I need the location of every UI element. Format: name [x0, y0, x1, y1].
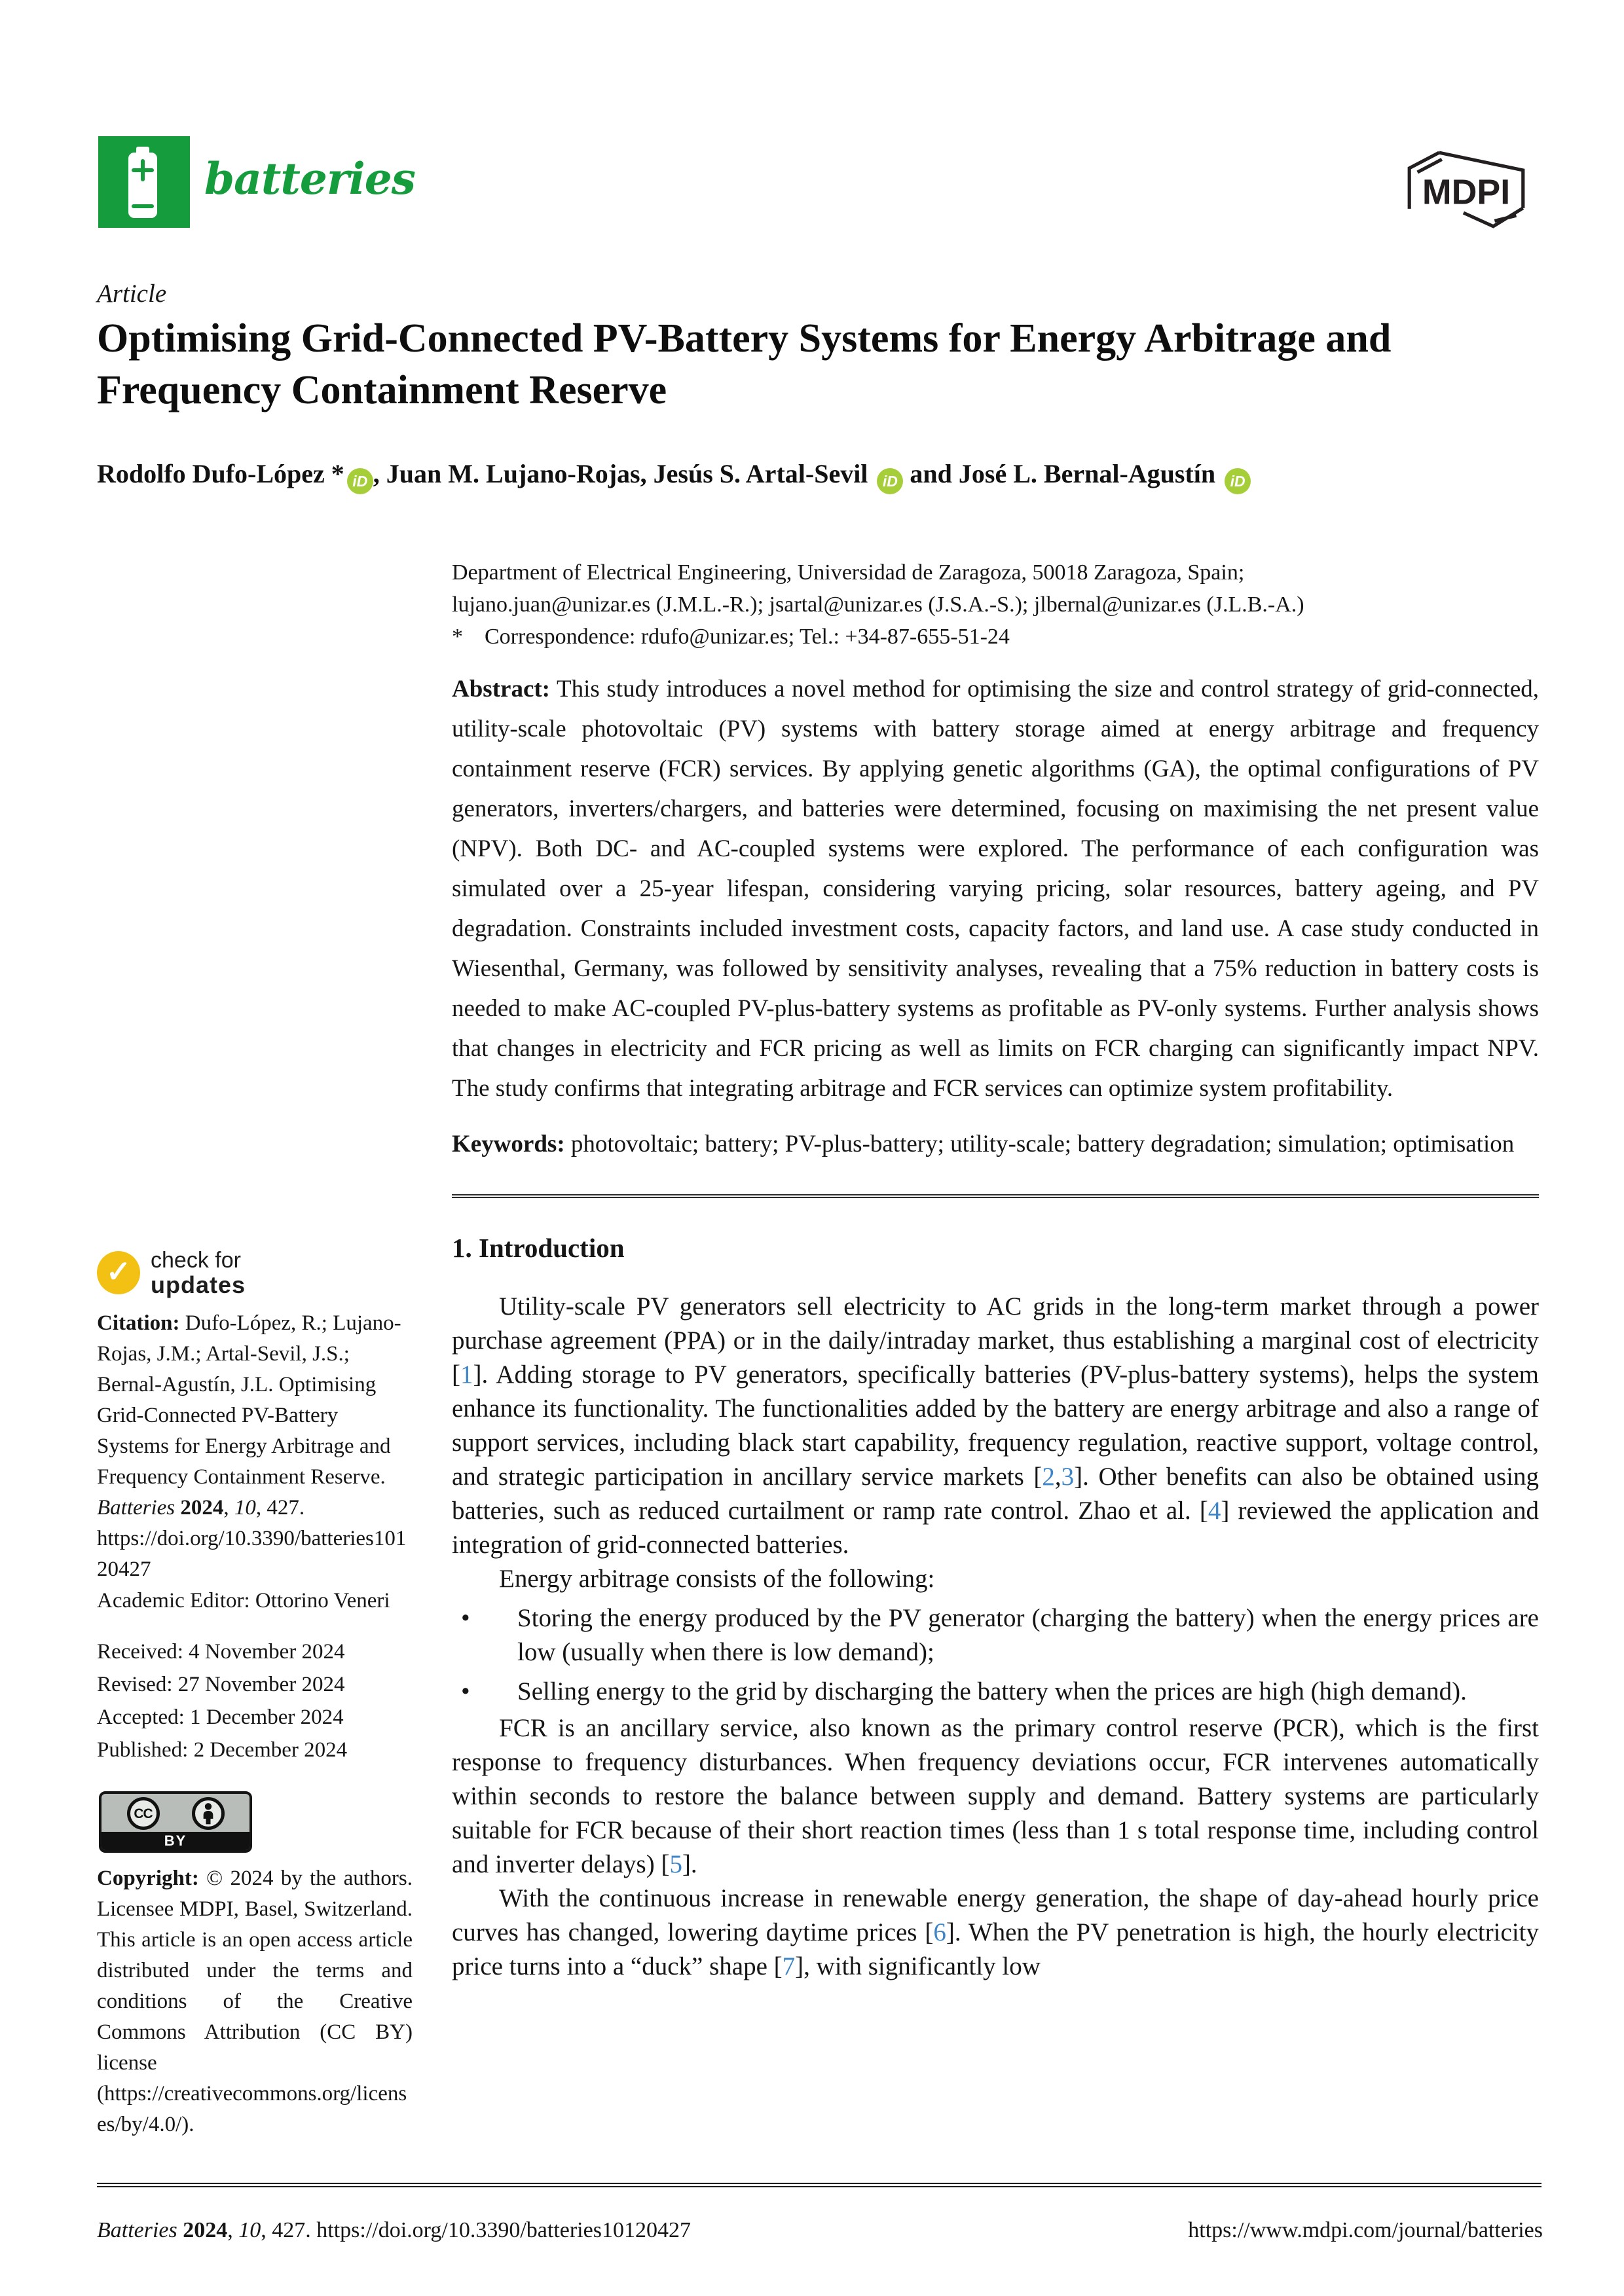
citation-ref[interactable]: 4	[1208, 1497, 1221, 1525]
citation-ref[interactable]: 5	[669, 1850, 682, 1878]
article-type-label: Article	[97, 280, 167, 308]
checkmark-icon: ✓	[97, 1251, 140, 1294]
italic-text: Batteries	[97, 2218, 183, 2242]
mdpi-logo-text: MDPI	[1422, 172, 1511, 212]
italic-text: 10	[234, 1496, 256, 1520]
history-dates	[97, 1635, 411, 1766]
orcid-icon[interactable]: iD	[1225, 468, 1251, 494]
received-date: Received: 4 November 2024	[97, 1640, 345, 1664]
abstract-text: This study introduces a novel method for optimising the size and control strategy of grid-connected, utility-scale photovoltaic (PV) systems with battery storage aimed at energy arbitrage and frequency containment reserve (FCR) services. By applying genetic algorithms (GA), the optimal configurations of PV generators, inverters/chargers, and batteries were determined, focusing on maximising the net present value (NPV). Both DC- and AC-coupled systems were explored. The performance of each configuration was simulated over a 25-year lifespan, considering varying pricing, solar resources, battery ageing, and PV degradation. Constraints included investment costs, capacity factors, and land use. A case study conducted in Wiesenthal, Germany, was followed by sensitivity analyses, revealing that a 75% reduction in battery costs is needed to make AC-coupled PV-plus-battery systems as profitable as PV-only systems. Further analysis shows that changes in electricity and FCR pricing as well as limits on FCR charging can significantly impact NPV. The study confirms that integrating arbitrage and FCR services can optimize system profitability.	[452, 676, 1539, 1102]
bold-text: Citation:	[97, 1311, 185, 1335]
keywords-label: Keywords:	[452, 1131, 565, 1157]
author-separator: ,	[640, 459, 654, 488]
citation-block: Citation: Dufo-López, R.; Lujano-Rojas, J.M.; Artal-Sevil, J.S.; Bernal-Agustín, J.L. Optimising Grid-Connected PV-Battery Systems for Energy Arbitrage and Frequency Containment Reserve. Batteries 2024, 10, 427. https://doi.org/10.3390/batteries10120427	[97, 1311, 407, 1581]
author-line	[97, 458, 1524, 494]
citation-ref[interactable]: 7	[782, 1952, 796, 1980]
affiliation-emails: lujano.juan@unizar.es (J.M.L.-R.); jsartal@unizar.es (J.S.A.-S.); jlbernal@unizar.es (J.L.B.-A.)	[452, 592, 1304, 617]
section-heading-introduction: 1. Introduction	[452, 1233, 625, 1263]
introduction-body	[452, 1290, 1539, 1984]
page-title: Optimising Grid-Connected PV-Battery Systems for Energy Arbitrage and Frequency Containment Reserve	[97, 316, 1392, 412]
author-name: Rodolfo Dufo-López *	[97, 459, 344, 488]
paragraph: Energy arbitrage consists of the following:	[499, 1565, 935, 1593]
cc-by-license-badge[interactable]	[99, 1791, 252, 1853]
author-name: José L. Bernal-Agustín	[958, 459, 1223, 488]
citation-ref[interactable]: 6	[933, 1918, 946, 1946]
mdpi-logo[interactable]	[1407, 151, 1526, 235]
author-name: Juan M. Lujano-Rojas	[386, 459, 640, 488]
paragraph: Utility-scale PV generators sell electricity to AC grids in the long-term market through a power purchase agreement (PPA) or in the daily/intraday market, thus establishing a marginal cost of electricity [1]. Adding storage to PV generators, specifically batteries (PV-plus-battery systems), helps the system enhance its functionality. The functionalities added by the battery are energy arbitrage and also a range of support services, including black start capability, frequency regulation, reactive support, voltage control, and strategic participation in ancillary service markets [2,3]. Other benefits can also be obtained using batteries, such as reduced curtailment or ramp rate control. Zhao et al. [4] reviewed the application and integration of grid-connected batteries.	[452, 1292, 1539, 1559]
bold-text: 2024	[180, 1496, 224, 1520]
revised-date: Revised: 27 November 2024	[97, 1673, 345, 1696]
abstract	[452, 669, 1539, 1108]
author-separator: and	[903, 459, 959, 488]
keywords-text: photovoltaic; battery; PV-plus-battery; utility-scale; battery degradation; simulation; optimisation	[564, 1131, 1515, 1157]
battery-icon	[98, 136, 190, 228]
italic-text: Batteries	[97, 1496, 181, 1520]
author-separator: ,	[373, 459, 386, 488]
main-column	[452, 669, 1539, 1984]
bullet-icon	[452, 1601, 517, 1669]
correspondence-marker: *	[452, 625, 463, 649]
keywords-divider	[452, 1194, 1539, 1198]
orcid-icon[interactable]: iD	[877, 468, 903, 494]
correspondence-line	[452, 621, 1544, 653]
accepted-date: Accepted: 1 December 2024	[97, 1705, 344, 1729]
cc-icon: CC	[127, 1797, 160, 1830]
citation-ref[interactable]: 3	[1061, 1463, 1075, 1491]
bullet-icon	[452, 1675, 517, 1709]
correspondence-text: Correspondence: rdufo@unizar.es; Tel.: +34-87-655-51-24	[485, 625, 1010, 649]
bold-text: 2024	[183, 2218, 228, 2242]
bullet-text: Storing the energy produced by the PV generator (charging the battery) when the energy prices are low (usually when there is low demand);	[517, 1604, 1539, 1666]
orcid-icon[interactable]: iD	[347, 468, 373, 494]
cc-by-label: BY	[101, 1832, 249, 1850]
published-date: Published: 2 December 2024	[97, 1738, 348, 1762]
citation-ref[interactable]: 1	[460, 1360, 473, 1389]
italic-text: 10	[238, 2218, 261, 2242]
check-for-updates-badge[interactable]	[97, 1248, 246, 1298]
footer-citation: Batteries 2024, 10, 427. https://doi.org/10.3390/batteries10120427	[97, 2218, 691, 2242]
journal-name: batteries	[204, 153, 415, 204]
bullet-list	[452, 1601, 1539, 1709]
keywords	[452, 1124, 1539, 1164]
copyright-block: Copyright: © 2024 by the authors. Licensee MDPI, Basel, Switzerland. This article is an open access article distributed under the terms and conditions of the Creative Commons Attribution (CC BY) license (https://creativecommons.org/licenses/by/4.0/).	[97, 1867, 413, 2136]
footer-divider	[97, 2183, 1541, 2187]
check-for-updates-label: check for updates	[151, 1248, 246, 1298]
academic-editor-line: Academic Editor: Ottorino Veneri	[97, 1589, 390, 1613]
affiliation-block	[452, 556, 1544, 653]
footer-journal-url[interactable]: https://www.mdpi.com/journal/batteries	[1188, 2218, 1543, 2242]
batteries-journal-logo	[98, 136, 190, 228]
affiliation-line: Department of Electrical Engineering, Universidad de Zaragoza, 50018 Zaragoza, Spain;	[452, 560, 1245, 585]
bullet-text: Selling energy to the grid by discharging the battery when the prices are high (high demand).	[517, 1677, 1467, 1705]
list-item	[452, 1601, 1539, 1669]
citation-ref[interactable]: 2	[1042, 1463, 1055, 1491]
list-item	[452, 1675, 1539, 1709]
author-name: Jesús S. Artal-Sevil	[653, 459, 875, 488]
paragraph: With the continuous increase in renewable energy generation, the shape of day-ahead hourly price curves has changed, lowering daytime prices [6]. When the PV penetration is high, the hourly electricity price turns into a “duck” shape [7], with significantly low	[452, 1884, 1539, 1980]
bold-text: Copyright:	[97, 1867, 207, 1890]
paragraph: FCR is an ancillary service, also known as the primary control reserve (PCR), which is the first response to frequency disturbances. When frequency deviations occur, FCR intervenes automatically within seconds to restore the balance between supply and demand. Battery systems are particularly suitable for FCR because of their short reaction times (less than 1 s total response time, including control and inverter delays) [5].	[452, 1714, 1539, 1878]
abstract-label: Abstract:	[452, 676, 551, 702]
attribution-person-icon	[192, 1797, 225, 1830]
